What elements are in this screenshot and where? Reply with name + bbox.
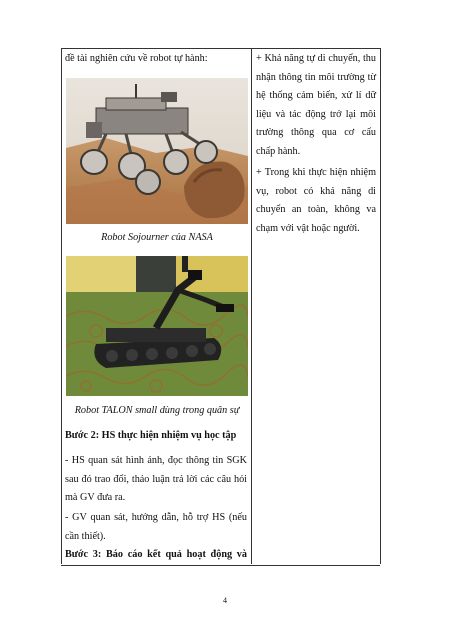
table-border-middle	[251, 48, 252, 564]
page-number: 4	[223, 596, 227, 605]
talon-caption: Robot TALON small dùng trong quân sự	[74, 405, 240, 416]
talon-photo	[66, 256, 248, 396]
step3-title: Bước 3: Báo cáo kết quả hoạt động và	[65, 549, 247, 560]
left-intro-text: đề tài nghiên cứu về robot tự hành:	[65, 53, 208, 64]
right-paragraph-1: + Khả năng tự di chuyển, thu nhận thông tin môi trường từ hệ thống cảm biến, xử lí dữ liệu và tác động trở lại môi trường thông qua cơ cấu chấp hành.	[256, 53, 376, 157]
sojourner-photo	[66, 78, 248, 224]
step2-paragraph-2: - GV quan sát, hướng dẫn, hỗ trợ HS (nếu cần thiết).	[65, 512, 247, 542]
sojourner-caption: Robot Sojourner của NASA	[101, 232, 213, 243]
table-border-left	[61, 48, 62, 564]
table-border-right	[380, 48, 381, 564]
right-paragraph-2: + Trong khi thực hiện nhiệm vụ, robot có khả năng di chuyển an toàn, không va chạm với vật hoặc người.	[256, 167, 376, 234]
step2-paragraph-1: - HS quan sát hình ảnh, đọc thông tin SGK sau đó trao đổi, thảo luận trả lời các câu hỏi mà GV đưa ra.	[65, 455, 247, 504]
step2-title: Bước 2: HS thực hiện nhiệm vụ học tập	[65, 430, 237, 441]
